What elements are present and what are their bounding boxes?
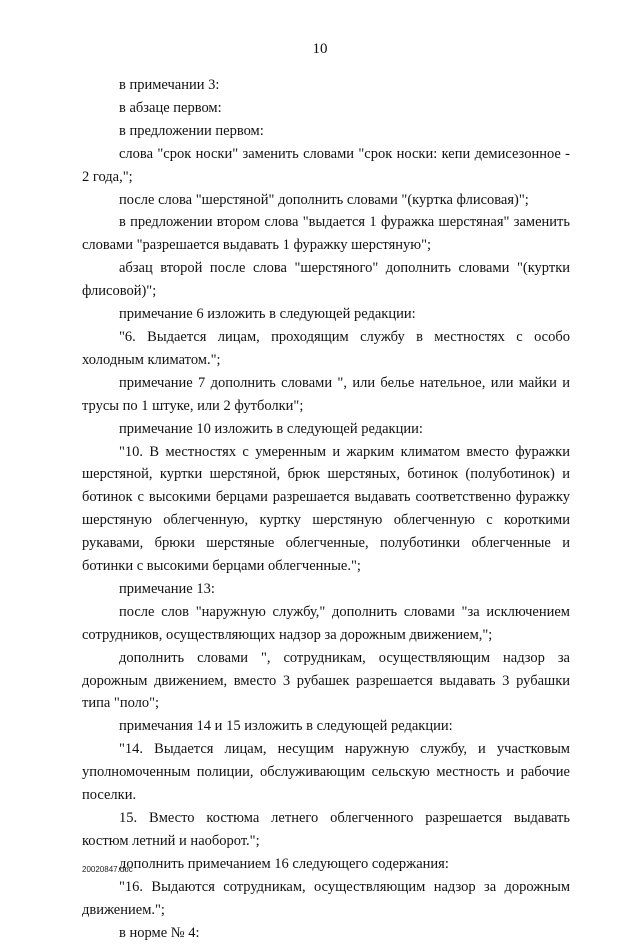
paragraph: примечания 14 и 15 изложить в следующей редакции: [119,718,453,735]
paragraph: примечание 10 изложить в следующей редакции: [119,420,423,437]
paragraph: дополнить примечанием 16 следующего содержания: [119,855,449,872]
paragraph: в примечании 3: [119,77,220,93]
paragraph: в абзаце первом: [119,99,222,116]
paragraph: "14. Выдается лицам, несущим наружную службу, и участковым уполномоченным полиции, обслуживающим сельскую местность и рабочие поселки. [82,741,570,804]
paragraph: дополнить словами ", сотрудникам, осуществляющим надзор за дорожным движением, вместо 3 рубашек разрешается выдавать 3 рубашки типа "поло"; [82,649,570,712]
document-body [82,74,570,944]
paragraph: примечание 7 дополнить словами ", или белье нательное, или майки и трусы по 1 штуке, или 2 футболки"; [82,374,570,414]
paragraph: после слова "шерстяной" дополнить словами "(куртка флисовая)"; [119,191,529,208]
paragraph: "16. Выдаются сотрудникам, осуществляющим надзор за дорожным движением."; [82,878,570,918]
paragraph: после слов "наружную службу," дополнить словами "за исключением сотрудников, осуществляющих надзор за дорожным движением,"; [82,603,570,643]
footer-filename: 20020847.doc [82,865,133,874]
paragraph: в предложении первом: [119,122,264,139]
paragraph: слова "срок носки" заменить словами "срок носки: кепи демисезонное - 2 года,"; [82,145,570,185]
paragraph: "10. В местностях с умеренным и жарким климатом вместо фуражки шерстяной, куртки шерстяной, брюк шерстяных, ботинок (полуботинок) и ботинок с высокими берцами разрешается выдавать соответственно фуражку шерстяную облегченную, куртку шерстяную облегченную с короткими рукавами, брюки шерстяные облегченные, полуботинки облегченные и ботинки с высокими берцами облегченные."; [82,443,570,575]
paragraph: в предложении втором слова "выдается 1 фуражка шерстяная" заменить словами "разрешается выдавать 1 фуражку шерстяную"; [82,214,570,254]
paragraph: примечание 13: [119,580,215,597]
paragraph: 15. Вместо костюма летнего облегченного разрешается выдавать костюм летний и наоборот."; [82,810,570,849]
paragraph: "6. Выдается лицам, проходящим службу в местностях с особо холодным климатом."; [82,328,570,368]
paragraph: примечание 6 изложить в следующей редакции: [119,306,416,323]
paragraph: абзац второй после слова "шерстяного" дополнить словами "(куртки флисовой)"; [82,260,570,300]
page-number: 10 [312,41,328,57]
paragraph: в норме № 4: [119,924,200,941]
